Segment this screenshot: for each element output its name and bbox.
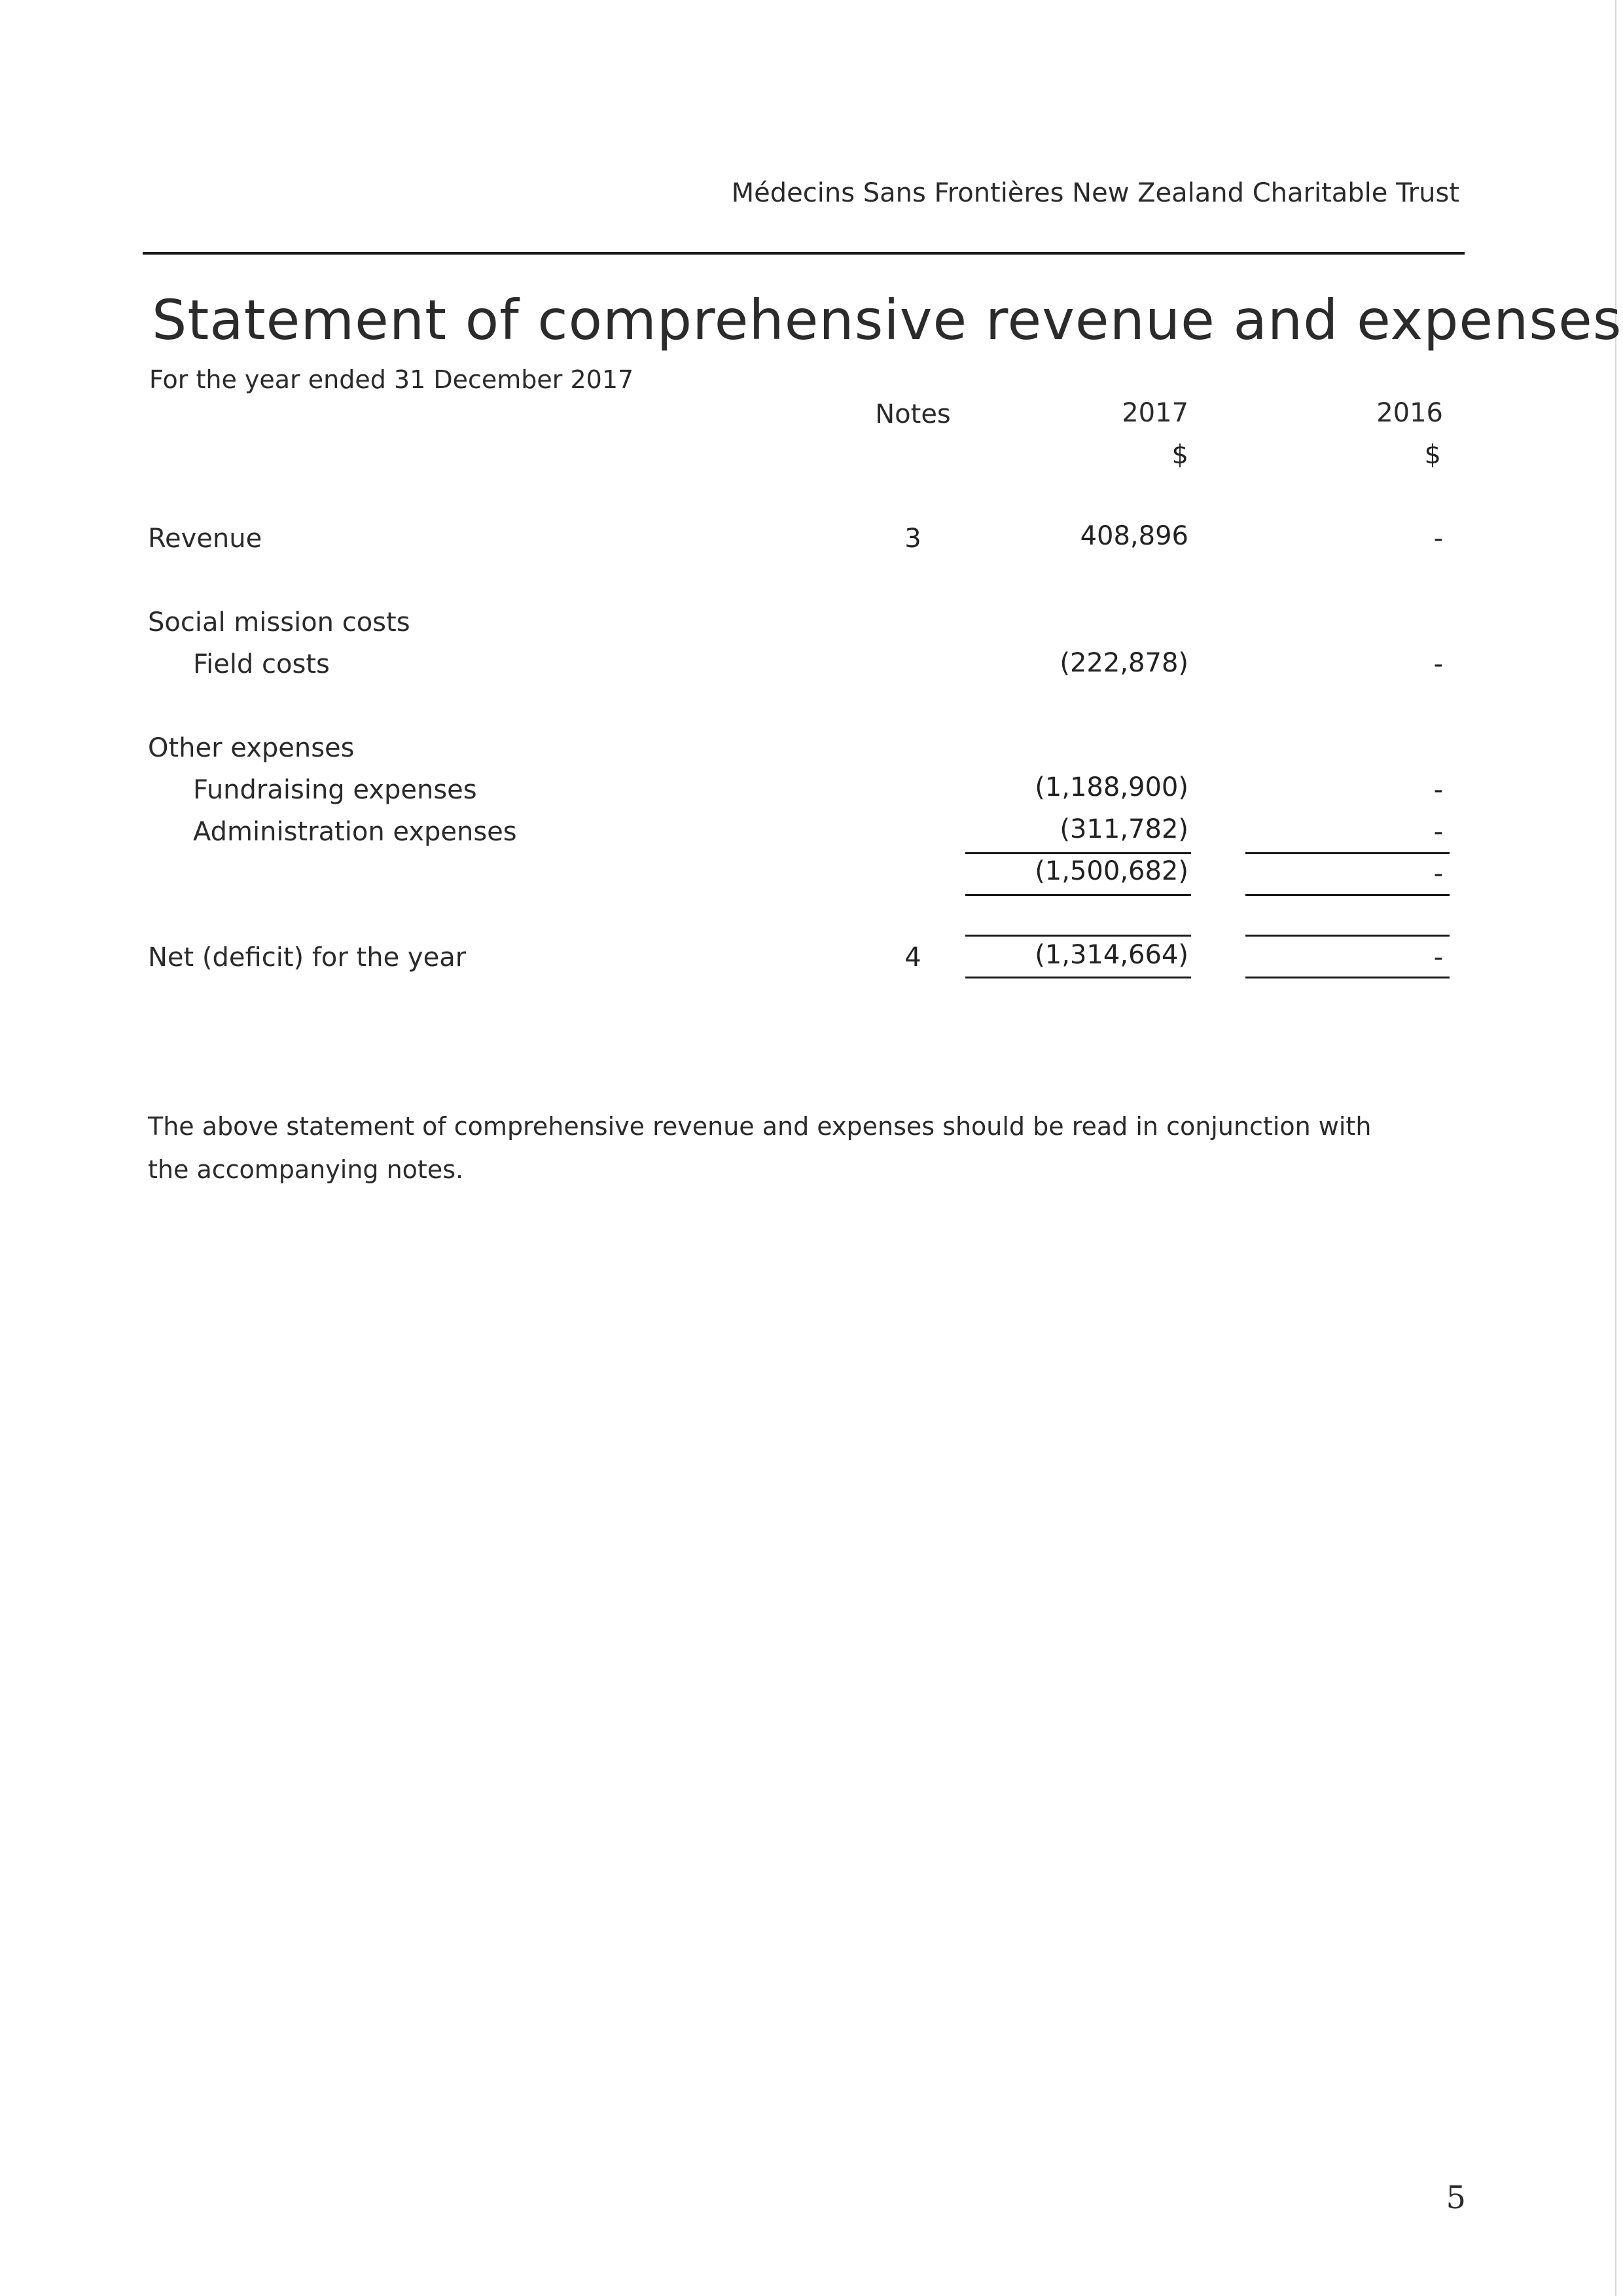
other-expenses-total-2016: - [1433, 859, 1443, 889]
fundraising-label: Fundraising expenses [193, 775, 477, 805]
net-deficit-label: Net (deficit) for the year [148, 942, 467, 973]
revenue-2017: 408,896 [1080, 521, 1188, 551]
revenue-label: Revenue [148, 524, 262, 554]
currency-2017: $ [1171, 440, 1188, 470]
field-costs-label: Field costs [193, 649, 330, 679]
footnote: The above statement of comprehensive revenue and expenses should be read in conjunction with the accompanying notes. [148, 1112, 1372, 1184]
administration-2016: - [1433, 817, 1443, 847]
currency-2016: $ [1424, 440, 1441, 470]
revenue-2016: - [1433, 524, 1443, 554]
net-bottom-rule-2016 [1245, 977, 1450, 978]
statement-period: For the year ended 31 December 2017 [149, 365, 634, 394]
administration-2017: (311,782) [1060, 814, 1188, 844]
column-header-2016: 2016 [1376, 398, 1443, 428]
total-rule-2017 [965, 894, 1191, 896]
administration-label: Administration expenses [193, 817, 517, 847]
fundraising-2016: - [1433, 775, 1443, 805]
total-rule-2016 [1245, 894, 1450, 896]
net-bottom-rule-2017 [965, 977, 1191, 978]
net-top-rule-2016 [1245, 935, 1450, 937]
statement-title: Statement of comprehensive revenue and expenses [152, 288, 1622, 352]
subtotal-rule-2016 [1245, 852, 1450, 854]
revenue-note: 3 [904, 524, 921, 554]
column-header-2017: 2017 [1122, 398, 1188, 428]
net-deficit-2017: (1,314,664) [1035, 940, 1188, 970]
field-costs-2016: - [1433, 649, 1443, 679]
subtotal-rule-2017 [965, 852, 1191, 854]
page-number: 5 [1446, 2179, 1466, 2216]
column-header-notes: Notes [875, 399, 951, 429]
field-costs-2017: (222,878) [1060, 648, 1188, 678]
other-expenses-label: Other expenses [148, 733, 355, 763]
social-mission-label: Social mission costs [148, 607, 410, 637]
header-rule [143, 252, 1465, 255]
organisation-name: Médecins Sans Frontières New Zealand Charitable Trust [731, 178, 1459, 208]
fundraising-2017: (1,188,900) [1035, 772, 1188, 802]
net-deficit-2016: - [1433, 942, 1443, 973]
other-expenses-total-2017: (1,500,682) [1035, 856, 1188, 886]
net-top-rule-2017 [965, 935, 1191, 937]
net-deficit-note: 4 [904, 942, 921, 973]
